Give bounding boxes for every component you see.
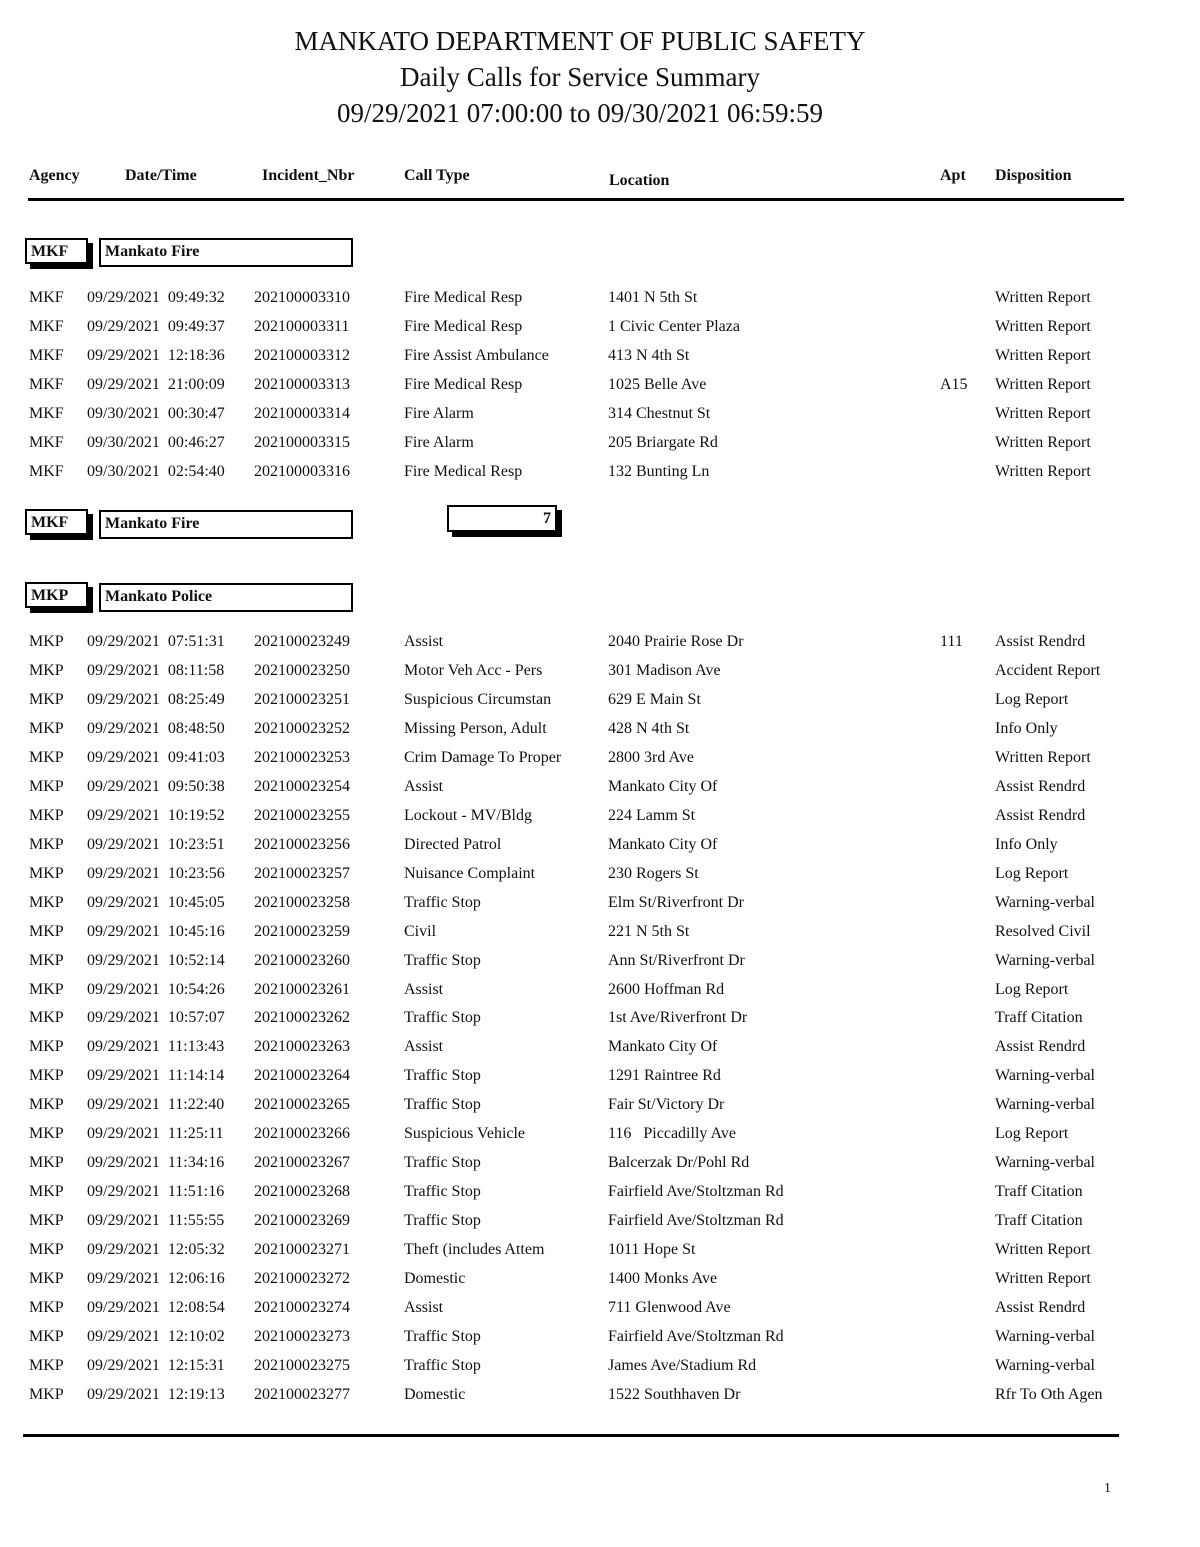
table-row <box>0 952 1200 974</box>
cell-calltype: Suspicious Vehicle <box>404 1125 526 1143</box>
table-row <box>0 923 1200 945</box>
cell-agency: MKP <box>29 633 64 650</box>
cell-datetime: 09/30/2021 02:54:40 <box>87 463 225 480</box>
cell-incident: 202100023266 <box>254 1125 350 1143</box>
cell-agency: MKP <box>29 777 64 795</box>
cell-location: 1 Civic Center Plaza <box>608 318 740 335</box>
cell-disposition: Written Report <box>995 434 1091 451</box>
cell-apt: A15 <box>940 376 968 393</box>
cell-disposition: Log Report <box>995 1125 1069 1143</box>
cell-datetime: 09/29/2021 09:41:03 <box>87 748 225 766</box>
cell-disposition: Assist Rendrd <box>995 1038 1086 1056</box>
cell-agency: MKP <box>29 1154 64 1172</box>
cell-agency: MKP <box>29 1096 64 1114</box>
table-row <box>0 981 1200 1003</box>
cell-agency: MKP <box>29 748 64 766</box>
table-row <box>0 836 1200 858</box>
cell-disposition: Traff Citation <box>995 1183 1083 1201</box>
cell-disposition: Traff Citation <box>995 1212 1083 1230</box>
cell-disposition: Written Report <box>995 748 1091 766</box>
cell-incident: 202100023256 <box>254 835 350 853</box>
cell-agency: MKP <box>29 1067 64 1085</box>
cell-incident: 202100023259 <box>254 922 350 940</box>
cell-calltype: Suspicious Circumstan <box>404 690 552 708</box>
cell-incident: 202100023267 <box>254 1154 350 1172</box>
cell-incident: 202100003310 <box>254 289 350 306</box>
cell-calltype: Assist <box>404 1038 444 1056</box>
cell-agency: MKP <box>29 661 64 679</box>
cell-location: Mankato City Of <box>608 777 718 795</box>
cell-calltype: Traffic Stop <box>404 1328 481 1346</box>
cell-incident: 202100023255 <box>254 806 350 824</box>
group-count-box: 7 <box>447 505 557 532</box>
cell-incident: 202100023251 <box>254 690 350 708</box>
cell-incident: 202100023263 <box>254 1038 350 1056</box>
col-agency: Agency <box>29 167 80 184</box>
group-footer-code-box: MKF <box>25 509 88 535</box>
table-row <box>0 1183 1200 1205</box>
cell-datetime: 09/29/2021 12:05:32 <box>87 1241 225 1259</box>
cell-agency: MKP <box>29 1299 64 1317</box>
cell-disposition: Warning-verbal <box>995 951 1095 969</box>
cell-agency: MKP <box>29 806 64 824</box>
cell-datetime: 09/29/2021 12:06:16 <box>87 1270 225 1288</box>
cell-disposition: Rfr To Oth Agen <box>995 1385 1103 1403</box>
cell-disposition: Traff Citation <box>995 1009 1083 1027</box>
cell-calltype: Fire Alarm <box>404 434 474 451</box>
cell-agency: MKF <box>29 434 64 451</box>
cell-disposition: Written Report <box>995 1270 1091 1288</box>
cell-datetime: 09/29/2021 09:49:32 <box>87 289 225 306</box>
cell-calltype: Fire Alarm <box>404 405 474 422</box>
cell-incident: 202100023250 <box>254 661 350 679</box>
cell-agency: MKP <box>29 1270 64 1288</box>
cell-disposition: Accident Report <box>995 661 1101 679</box>
cell-datetime: 09/29/2021 09:50:38 <box>87 777 225 795</box>
table-row <box>0 1328 1200 1350</box>
cell-disposition: Resolved Civil <box>995 922 1091 940</box>
table-row <box>0 749 1200 771</box>
cell-agency: MKF <box>29 289 64 306</box>
cell-location: Elm St/Riverfront Dr <box>608 893 744 911</box>
cell-agency: MKP <box>29 690 64 708</box>
cell-agency: MKP <box>29 1183 64 1201</box>
cell-datetime: 09/29/2021 10:23:51 <box>87 835 225 853</box>
cell-datetime: 09/29/2021 11:13:43 <box>87 1038 225 1056</box>
cell-agency: MKP <box>29 922 64 940</box>
cell-disposition: Warning-verbal <box>995 1096 1095 1114</box>
col-calltype: Call Type <box>404 167 470 184</box>
cell-disposition: Log Report <box>995 690 1069 708</box>
cell-calltype: Traffic Stop <box>404 1183 481 1201</box>
cell-calltype: Traffic Stop <box>404 893 481 911</box>
cell-calltype: Crim Damage To Proper <box>404 748 562 766</box>
page-number: 1 <box>1104 1481 1111 1496</box>
cell-location: 221 N 5th St <box>608 922 690 940</box>
cell-location: 1st Ave/Riverfront Dr <box>608 1009 748 1027</box>
cell-agency: MKP <box>29 1125 64 1143</box>
cell-calltype: Fire Medical Resp <box>404 318 523 335</box>
cell-datetime: 09/29/2021 10:57:07 <box>87 1009 225 1027</box>
cell-agency: MKP <box>29 1038 64 1056</box>
cell-agency: MKP <box>29 1212 64 1230</box>
cell-calltype: Directed Patrol <box>404 835 502 853</box>
cell-incident: 202100023271 <box>254 1241 350 1259</box>
cell-location: Fairfield Ave/Stoltzman Rd <box>608 1183 784 1201</box>
cell-agency: MKP <box>29 1241 64 1259</box>
table-row <box>0 376 1200 398</box>
cell-datetime: 09/29/2021 12:18:36 <box>87 347 225 364</box>
cell-incident: 202100023254 <box>254 777 350 795</box>
cell-calltype: Motor Veh Acc - Pers <box>404 661 543 679</box>
cell-disposition: Written Report <box>995 289 1091 306</box>
report-subtitle: Daily Calls for Service Summary <box>400 62 760 92</box>
cell-location: Mankato City Of <box>608 1038 718 1056</box>
cell-datetime: 09/29/2021 11:55:55 <box>87 1212 225 1230</box>
cell-datetime: 09/29/2021 12:08:54 <box>87 1299 225 1317</box>
cell-disposition: Assist Rendrd <box>995 1299 1086 1317</box>
cell-location: 230 Rogers St <box>608 864 699 882</box>
header-rule <box>28 198 1124 201</box>
cell-datetime: 09/30/2021 00:46:27 <box>87 434 225 451</box>
table-row <box>0 1241 1200 1263</box>
cell-calltype: Assist <box>404 980 444 998</box>
cell-incident: 202100003311 <box>254 318 350 335</box>
table-row <box>0 691 1200 713</box>
cell-incident: 202100003312 <box>254 347 350 364</box>
report-title: MANKATO DEPARTMENT OF PUBLIC SAFETY <box>294 26 866 56</box>
cell-datetime: 09/29/2021 07:51:31 <box>87 633 225 650</box>
cell-agency: MKF <box>29 405 64 422</box>
cell-disposition: Written Report <box>995 463 1091 480</box>
cell-location: 314 Chestnut St <box>608 405 711 422</box>
cell-location: Fairfield Ave/Stoltzman Rd <box>608 1328 784 1346</box>
cell-location: 1011 Hope St <box>608 1241 696 1259</box>
cell-datetime: 09/29/2021 08:25:49 <box>87 690 225 708</box>
cell-agency: MKF <box>29 463 64 480</box>
table-row <box>0 1096 1200 1118</box>
table-row <box>0 318 1200 340</box>
cell-location: 2600 Hoffman Rd <box>608 980 725 998</box>
cell-disposition: Warning-verbal <box>995 1154 1095 1172</box>
cell-disposition: Written Report <box>995 405 1091 422</box>
cell-disposition: Warning-verbal <box>995 1067 1095 1085</box>
table-row <box>0 1386 1200 1408</box>
cell-datetime: 09/29/2021 12:19:13 <box>87 1385 225 1403</box>
table-row <box>0 720 1200 742</box>
cell-calltype: Fire Assist Ambulance <box>404 347 549 364</box>
cell-location: 1400 Monks Ave <box>608 1270 718 1288</box>
cell-calltype: Fire Medical Resp <box>404 463 523 480</box>
cell-agency: MKF <box>29 347 64 364</box>
cell-incident: 202100023273 <box>254 1328 350 1346</box>
cell-agency: MKF <box>29 376 64 393</box>
cell-incident: 202100023264 <box>254 1067 350 1085</box>
cell-incident: 202100023277 <box>254 1385 350 1403</box>
cell-calltype: Fire Medical Resp <box>404 289 523 306</box>
table-row <box>0 1009 1200 1031</box>
cell-datetime: 09/29/2021 21:00:09 <box>87 376 225 393</box>
col-datetime: Date/Time <box>125 167 197 184</box>
cell-location: Fair St/Victory Dr <box>608 1096 725 1114</box>
table-row <box>0 633 1200 655</box>
cell-agency: MKP <box>29 719 64 737</box>
cell-datetime: 09/29/2021 10:45:05 <box>87 893 225 911</box>
cell-disposition: Assist Rendrd <box>995 633 1086 650</box>
col-incident: Incident_Nbr <box>262 167 355 184</box>
cell-calltype: Assist <box>404 777 444 795</box>
table-row <box>0 1270 1200 1292</box>
table-row <box>0 1125 1200 1147</box>
cell-location: 1291 Raintree Rd <box>608 1067 721 1085</box>
cell-location: 224 Lamm St <box>608 806 696 824</box>
cell-location: 2040 Prairie Rose Dr <box>608 633 744 650</box>
cell-location: 1401 N 5th St <box>608 289 698 306</box>
cell-calltype: Traffic Stop <box>404 1009 481 1027</box>
cell-incident: 202100023260 <box>254 951 350 969</box>
cell-disposition: Log Report <box>995 864 1069 882</box>
cell-disposition: Written Report <box>995 376 1091 393</box>
cell-agency: MKP <box>29 1357 64 1374</box>
cell-location: Ann St/Riverfront Dr <box>608 951 745 969</box>
cell-disposition: Assist Rendrd <box>995 777 1086 795</box>
table-row <box>0 1357 1200 1379</box>
cell-agency: MKP <box>29 1009 64 1027</box>
cell-apt: 111 <box>940 633 963 650</box>
cell-datetime: 09/29/2021 11:25:11 <box>87 1125 224 1143</box>
cell-datetime: 09/29/2021 12:10:02 <box>87 1328 225 1346</box>
cell-location: Balcerzak Dr/Pohl Rd <box>608 1154 750 1172</box>
report-date-range: 09/29/2021 07:00:00 to 09/30/2021 06:59:59 <box>336 98 823 128</box>
cell-agency: MKP <box>29 893 64 911</box>
cell-incident: 202100023257 <box>254 864 350 882</box>
cell-location: 2800 3rd Ave <box>608 748 694 766</box>
cell-incident: 202100023262 <box>254 1009 350 1027</box>
table-row <box>0 463 1200 485</box>
cell-incident: 202100023274 <box>254 1299 350 1317</box>
cell-incident: 202100003315 <box>254 434 350 451</box>
table-row <box>0 1212 1200 1234</box>
cell-location: Fairfield Ave/Stoltzman Rd <box>608 1212 784 1230</box>
table-row <box>0 807 1200 829</box>
cell-calltype: Traffic Stop <box>404 1357 481 1374</box>
cell-calltype: Traffic Stop <box>404 1067 481 1085</box>
cell-disposition: Written Report <box>995 318 1091 335</box>
cell-incident: 202100023269 <box>254 1212 350 1230</box>
cell-agency: MKP <box>29 864 64 882</box>
cell-agency: MKP <box>29 1385 64 1403</box>
cell-datetime: 09/29/2021 08:48:50 <box>87 719 225 737</box>
table-row <box>0 289 1200 311</box>
cell-calltype: Nuisance Complaint <box>404 864 536 882</box>
cell-calltype: Assist <box>404 1299 444 1317</box>
group-name-box: Mankato Fire <box>99 238 353 267</box>
cell-datetime: 09/29/2021 08:11:58 <box>87 661 225 679</box>
cell-incident: 202100003313 <box>254 376 350 393</box>
table-row <box>0 894 1200 916</box>
cell-disposition: Log Report <box>995 980 1069 998</box>
cell-datetime: 09/29/2021 10:45:16 <box>87 922 225 940</box>
cell-agency: MKP <box>29 951 64 969</box>
cell-calltype: Lockout - MV/Bldg <box>404 806 532 824</box>
cell-disposition: Info Only <box>995 835 1058 853</box>
table-row <box>0 662 1200 684</box>
cell-agency: MKP <box>29 1328 64 1346</box>
cell-incident: 202100023268 <box>254 1183 350 1201</box>
table-row <box>0 865 1200 887</box>
cell-location: 413 N 4th St <box>608 347 690 364</box>
cell-disposition: Warning-verbal <box>995 1328 1095 1346</box>
table-row <box>0 347 1200 369</box>
cell-disposition: Info Only <box>995 719 1058 737</box>
col-disposition: Disposition <box>995 167 1072 184</box>
cell-location: 629 E Main St <box>608 690 701 708</box>
cell-calltype: Missing Person, Adult <box>404 719 547 737</box>
cell-location: 1025 Belle Ave <box>608 376 707 393</box>
cell-calltype: Traffic Stop <box>404 1212 481 1230</box>
cell-calltype: Domestic <box>404 1385 466 1403</box>
cell-datetime: 09/29/2021 11:51:16 <box>87 1183 225 1201</box>
cell-calltype: Traffic Stop <box>404 951 481 969</box>
table-row <box>0 434 1200 456</box>
cell-calltype: Assist <box>404 633 444 650</box>
cell-incident: 202100003316 <box>254 463 350 480</box>
cell-incident: 202100023249 <box>254 633 350 650</box>
cell-datetime: 09/29/2021 10:54:26 <box>87 980 225 998</box>
group-code-box: MKP <box>25 582 88 608</box>
cell-calltype: Civil <box>404 922 437 940</box>
cell-agency: MKP <box>29 835 64 853</box>
cell-location: Mankato City Of <box>608 835 718 853</box>
cell-datetime: 09/29/2021 09:49:37 <box>87 318 225 335</box>
cell-incident: 202100023275 <box>254 1357 350 1374</box>
cell-location: 116 Piccadilly Ave <box>608 1125 736 1143</box>
cell-disposition: Written Report <box>995 347 1091 364</box>
cell-incident: 202100023272 <box>254 1270 350 1288</box>
cell-disposition: Written Report <box>995 1241 1091 1259</box>
col-apt: Apt <box>940 167 966 184</box>
table-row <box>0 1299 1200 1321</box>
cell-datetime: 09/29/2021 10:23:56 <box>87 864 225 882</box>
cell-agency: MKP <box>29 980 64 998</box>
cell-agency: MKF <box>29 318 64 335</box>
col-location: Location <box>609 172 670 189</box>
cell-location: 1522 Southhaven Dr <box>608 1385 741 1403</box>
cell-incident: 202100023261 <box>254 980 350 998</box>
cell-location: James Ave/Stadium Rd <box>608 1357 757 1374</box>
group-name-box: Mankato Police <box>99 583 353 612</box>
cell-location: 132 Bunting Ln <box>608 463 710 480</box>
group-code-box: MKF <box>25 238 88 264</box>
cell-incident: 202100023252 <box>254 719 350 737</box>
table-row <box>0 1038 1200 1060</box>
cell-disposition: Warning-verbal <box>995 893 1095 911</box>
cell-location: 711 Glenwood Ave <box>608 1299 731 1317</box>
cell-datetime: 09/29/2021 11:14:14 <box>87 1067 225 1085</box>
cell-datetime: 09/29/2021 12:15:31 <box>87 1357 225 1374</box>
cell-calltype: Traffic Stop <box>404 1154 481 1172</box>
cell-datetime: 09/30/2021 00:30:47 <box>87 405 225 422</box>
table-row <box>0 778 1200 800</box>
table-row <box>0 1067 1200 1089</box>
cell-datetime: 09/29/2021 10:52:14 <box>87 951 225 969</box>
cell-location: 301 Madison Ave <box>608 661 721 679</box>
footer-rule <box>23 1434 1119 1437</box>
cell-incident: 202100023253 <box>254 748 350 766</box>
cell-incident: 202100023265 <box>254 1096 350 1114</box>
cell-calltype: Domestic <box>404 1270 466 1288</box>
cell-disposition: Assist Rendrd <box>995 806 1086 824</box>
cell-datetime: 09/29/2021 10:19:52 <box>87 806 225 824</box>
cell-incident: 202100023258 <box>254 893 350 911</box>
table-row <box>0 405 1200 427</box>
cell-datetime: 09/29/2021 11:34:16 <box>87 1154 225 1172</box>
cell-disposition: Warning-verbal <box>995 1357 1095 1374</box>
group-footer-name-box: Mankato Fire <box>99 510 353 539</box>
cell-location: 428 N 4th St <box>608 719 690 737</box>
cell-incident: 202100003314 <box>254 405 350 422</box>
table-row <box>0 1154 1200 1176</box>
cell-calltype: Traffic Stop <box>404 1096 481 1114</box>
cell-calltype: Fire Medical Resp <box>404 376 523 393</box>
cell-calltype: Theft (includes Attem <box>404 1241 545 1259</box>
cell-location: 205 Briargate Rd <box>608 434 718 451</box>
cell-datetime: 09/29/2021 11:22:40 <box>87 1096 225 1114</box>
